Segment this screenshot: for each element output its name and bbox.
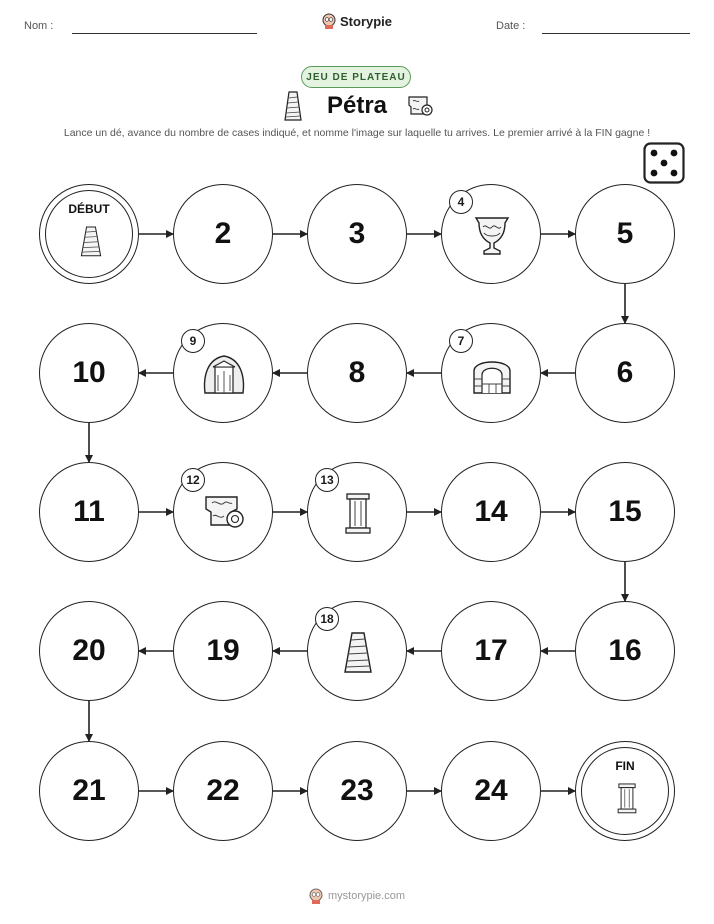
board-cell-15[interactable]	[575, 462, 675, 562]
rock-tomb-door-icon	[201, 351, 247, 402]
column-icon	[610, 778, 644, 823]
board-cell-23[interactable]	[307, 741, 407, 841]
cell-number: 3	[348, 217, 366, 250]
page-title: Pétra	[326, 92, 388, 119]
board-cell-24[interactable]	[441, 741, 541, 841]
board-cell-14[interactable]	[441, 462, 541, 562]
board-cell-11[interactable]	[39, 462, 139, 562]
board-cell-21[interactable]	[39, 741, 139, 841]
board-cell-10[interactable]	[39, 323, 139, 423]
cell-number: 6	[616, 356, 634, 389]
brand-name: Storypie	[340, 13, 393, 29]
board-cell-2[interactable]	[173, 184, 273, 284]
cell-number-badge: 18	[315, 607, 339, 631]
cell-number: 22	[206, 774, 240, 807]
carved-capital-icon	[201, 490, 247, 541]
cell-number: 11	[73, 495, 105, 528]
cell-number-badge: 4	[449, 190, 473, 214]
urn-icon	[469, 212, 515, 263]
cell-number: 14	[474, 495, 508, 528]
finish-label: FIN	[615, 759, 635, 773]
stone-well-icon	[469, 351, 515, 402]
board-cell-20[interactable]	[39, 601, 139, 701]
start-cell[interactable]	[39, 184, 139, 284]
cell-number: 2	[214, 217, 232, 250]
footer	[0, 888, 714, 904]
board-cell-6[interactable]	[575, 323, 675, 423]
board-cell-3[interactable]	[307, 184, 407, 284]
name-label: Nom :	[24, 20, 54, 32]
storypie-mascot-icon	[309, 888, 323, 904]
cell-number-badge: 12	[181, 468, 205, 492]
board-cell-8[interactable]	[307, 323, 407, 423]
column-icon	[335, 490, 381, 541]
cell-number: 16	[608, 634, 642, 667]
cell-number: 10	[72, 356, 106, 389]
cell-number: 20	[72, 634, 106, 667]
board-cell-19[interactable]	[173, 601, 273, 701]
start-label: DÉBUT	[68, 202, 110, 216]
finish-cell[interactable]	[575, 741, 675, 841]
cell-number-badge: 7	[449, 329, 473, 353]
cell-number: 5	[616, 217, 634, 250]
cell-number: 24	[474, 774, 508, 807]
cell-number: 23	[340, 774, 374, 807]
footer-website: mystorypie.com	[327, 890, 406, 902]
date-label: Date :	[496, 20, 526, 32]
cell-number: 15	[608, 495, 642, 528]
cell-number: 8	[348, 356, 366, 389]
board-cell-5[interactable]	[575, 184, 675, 284]
cell-number: 17	[474, 634, 508, 667]
board-cell-16[interactable]	[575, 601, 675, 701]
cell-number: 21	[72, 774, 106, 807]
board-cell-17[interactable]	[441, 601, 541, 701]
cell-number: 19	[206, 634, 240, 667]
cell-number-badge: 13	[315, 468, 339, 492]
instructions-text: Lance un dé, avance du nombre de cases indiqué, et nomme l'image sur laquelle tu arrives. Le premier arrivé à la FIN gagne !	[63, 127, 651, 139]
rock-pillar-icon	[74, 221, 108, 266]
rock-pillar-icon	[335, 629, 381, 680]
cell-number-badge: 9	[181, 329, 205, 353]
game-type-badge: JEU DE PLATEAU	[301, 66, 411, 88]
board-cell-22[interactable]	[173, 741, 273, 841]
